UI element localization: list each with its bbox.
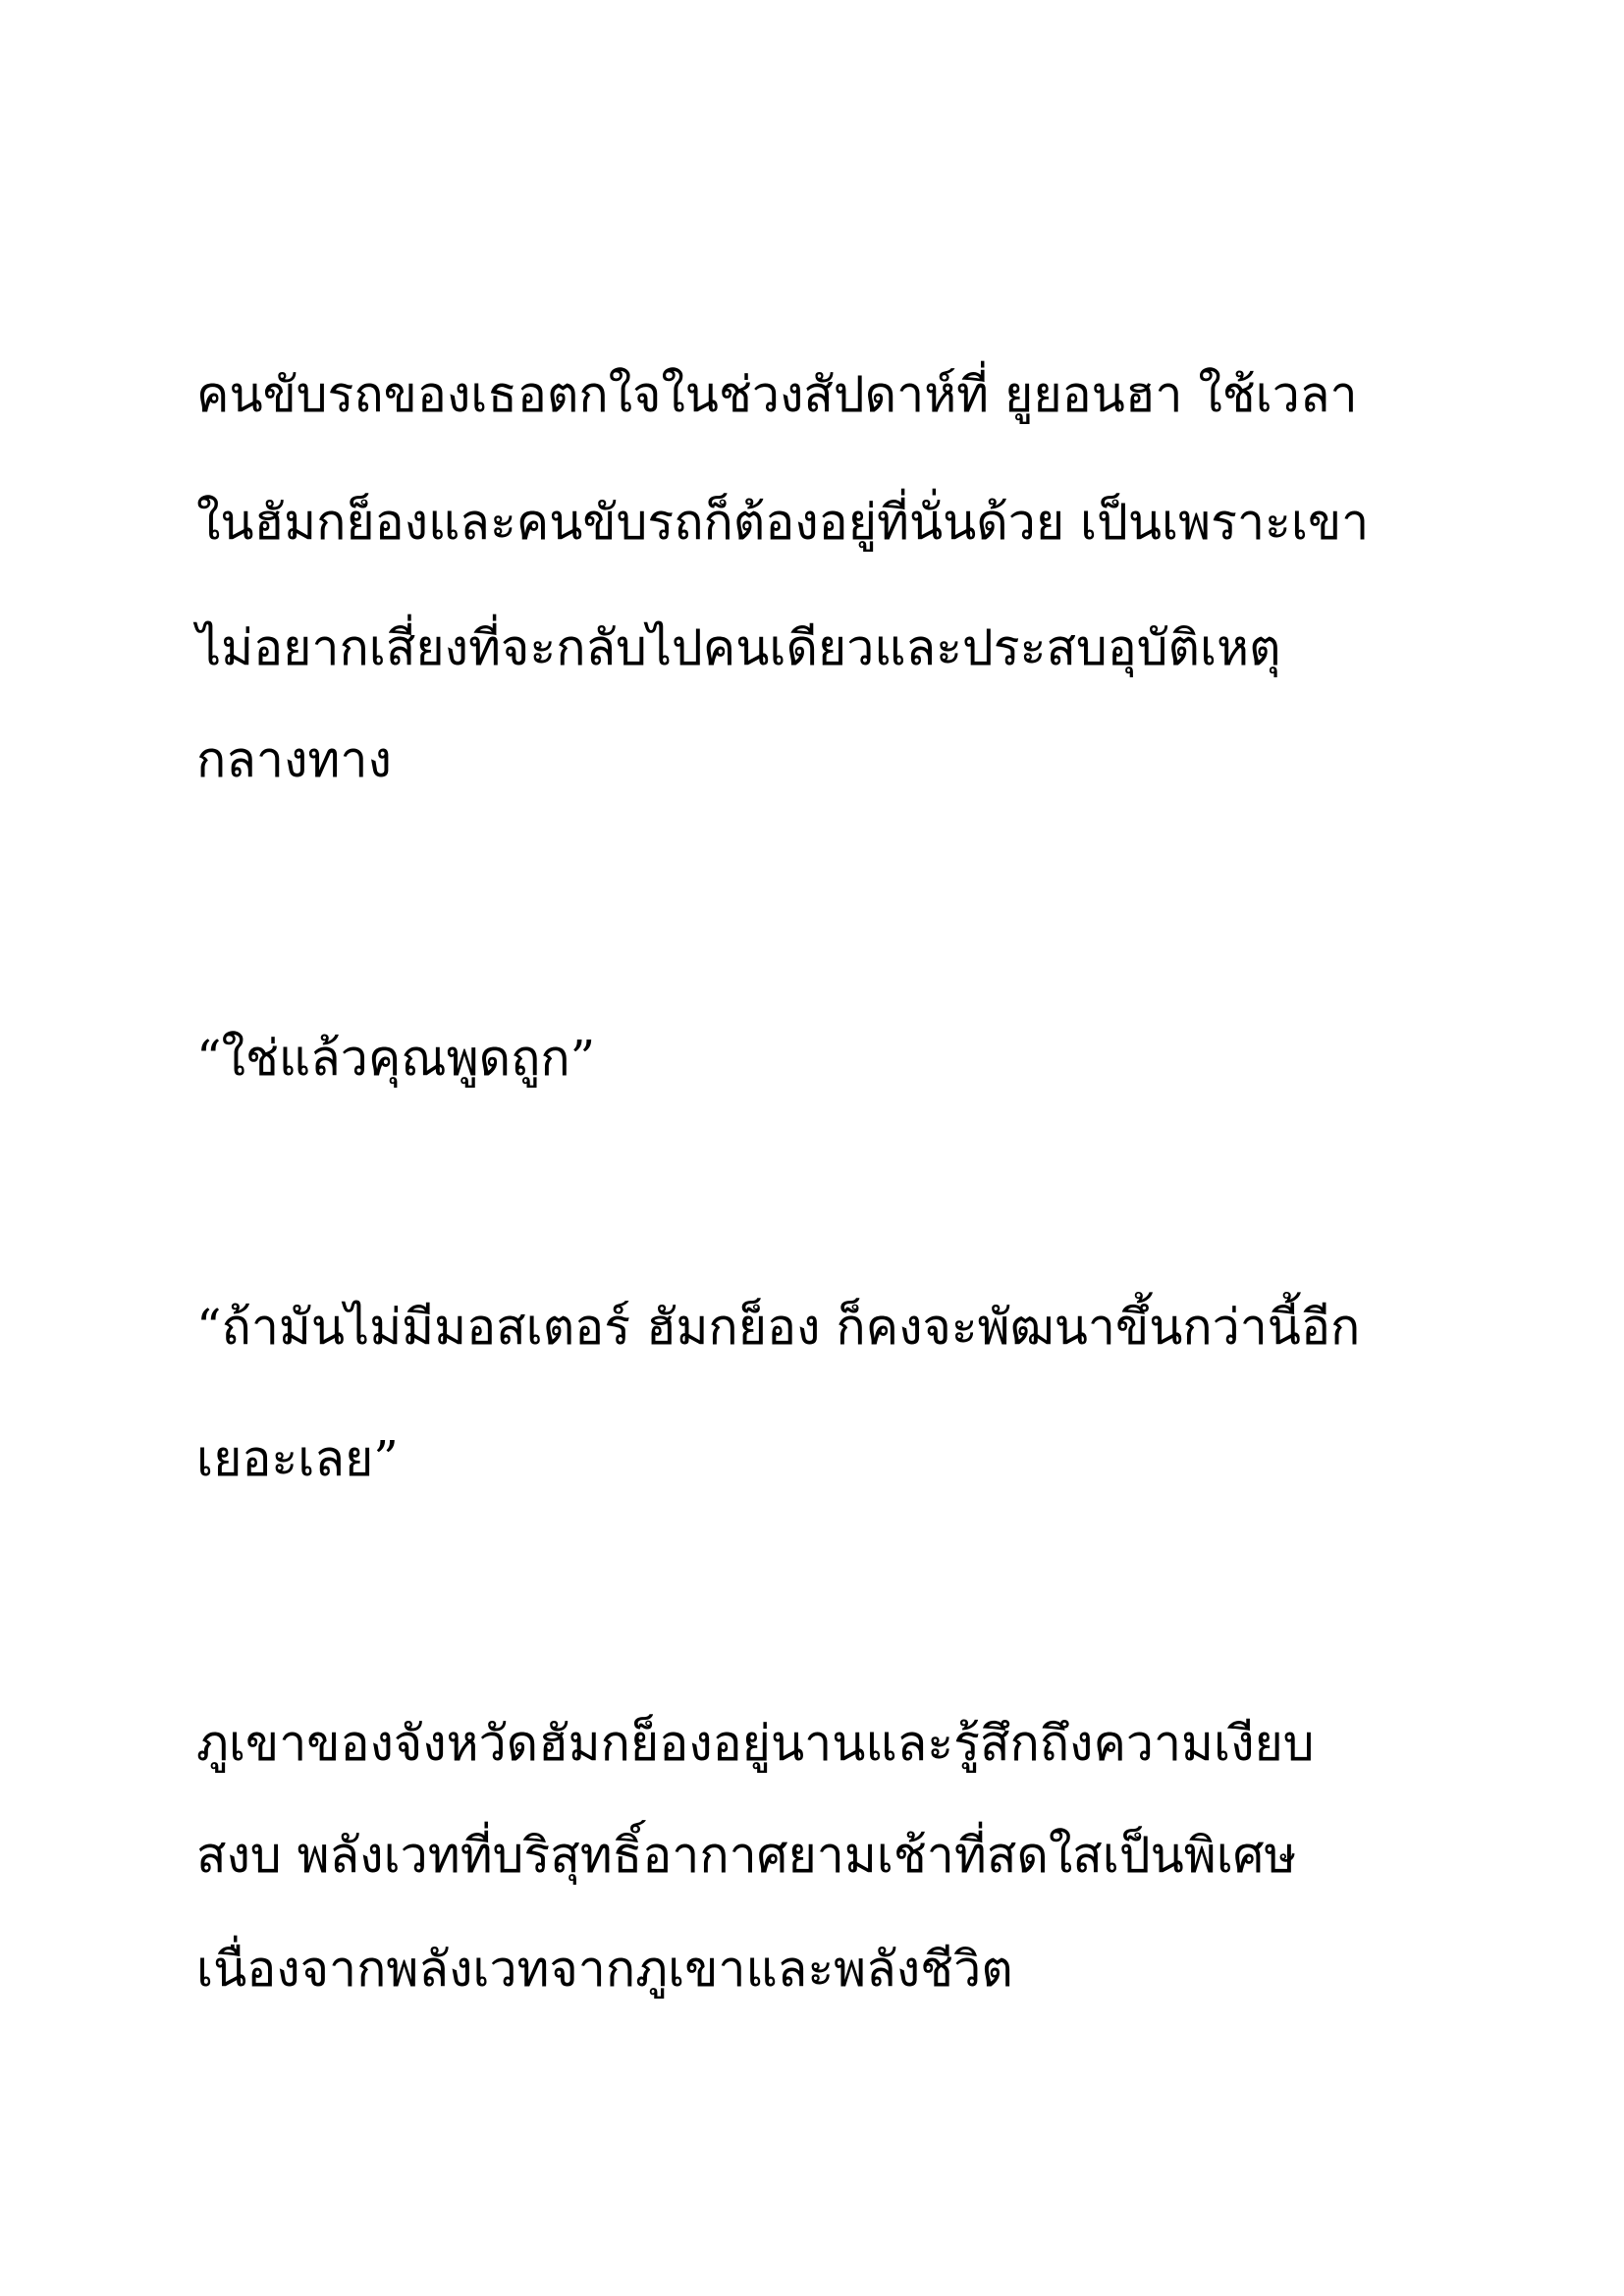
text-line: “ถ้ามันไม่มีมอสเตอร์ ฮัมกย็อง ก็คงจะพัฒนาขึ้นกว่านี้อีก bbox=[196, 1299, 1361, 1356]
text-line: เนื่องจากพลังเวทจากภูเขาและพลังชีวิต bbox=[196, 1941, 1013, 1998]
text-line: ไม่อยากเสี่ยงที่จะกลับไปคนเดียวและประสบอุบัติเหตุ bbox=[196, 619, 1281, 676]
text-line: สงบ พลังเวทที่บริสุทธิ์อากาศยามเช้าที่สดใสเป็นพิเศษ bbox=[196, 1827, 1297, 1884]
text-line: ในฮัมกย็องและคนขับรถก็ต้องอยู่ที่นั่นด้วย เป็นเพราะเขา bbox=[196, 494, 1370, 551]
text-line: ภูเขาของจังหวัดฮัมกย็องอยู่นานและรู้สึกถึงความเงียบ bbox=[196, 1715, 1315, 1772]
text-line: กลางทาง bbox=[196, 731, 392, 788]
text-line: คนขับรถของเธอตกใจในช่วงสัปดาห์ที่ ยูยอนฮา ใช้เวลา bbox=[196, 366, 1358, 423]
text-line: “ใช่แล้วคุณพูดถูก” bbox=[196, 1030, 596, 1087]
text-line: เยอะเลย” bbox=[196, 1430, 399, 1487]
